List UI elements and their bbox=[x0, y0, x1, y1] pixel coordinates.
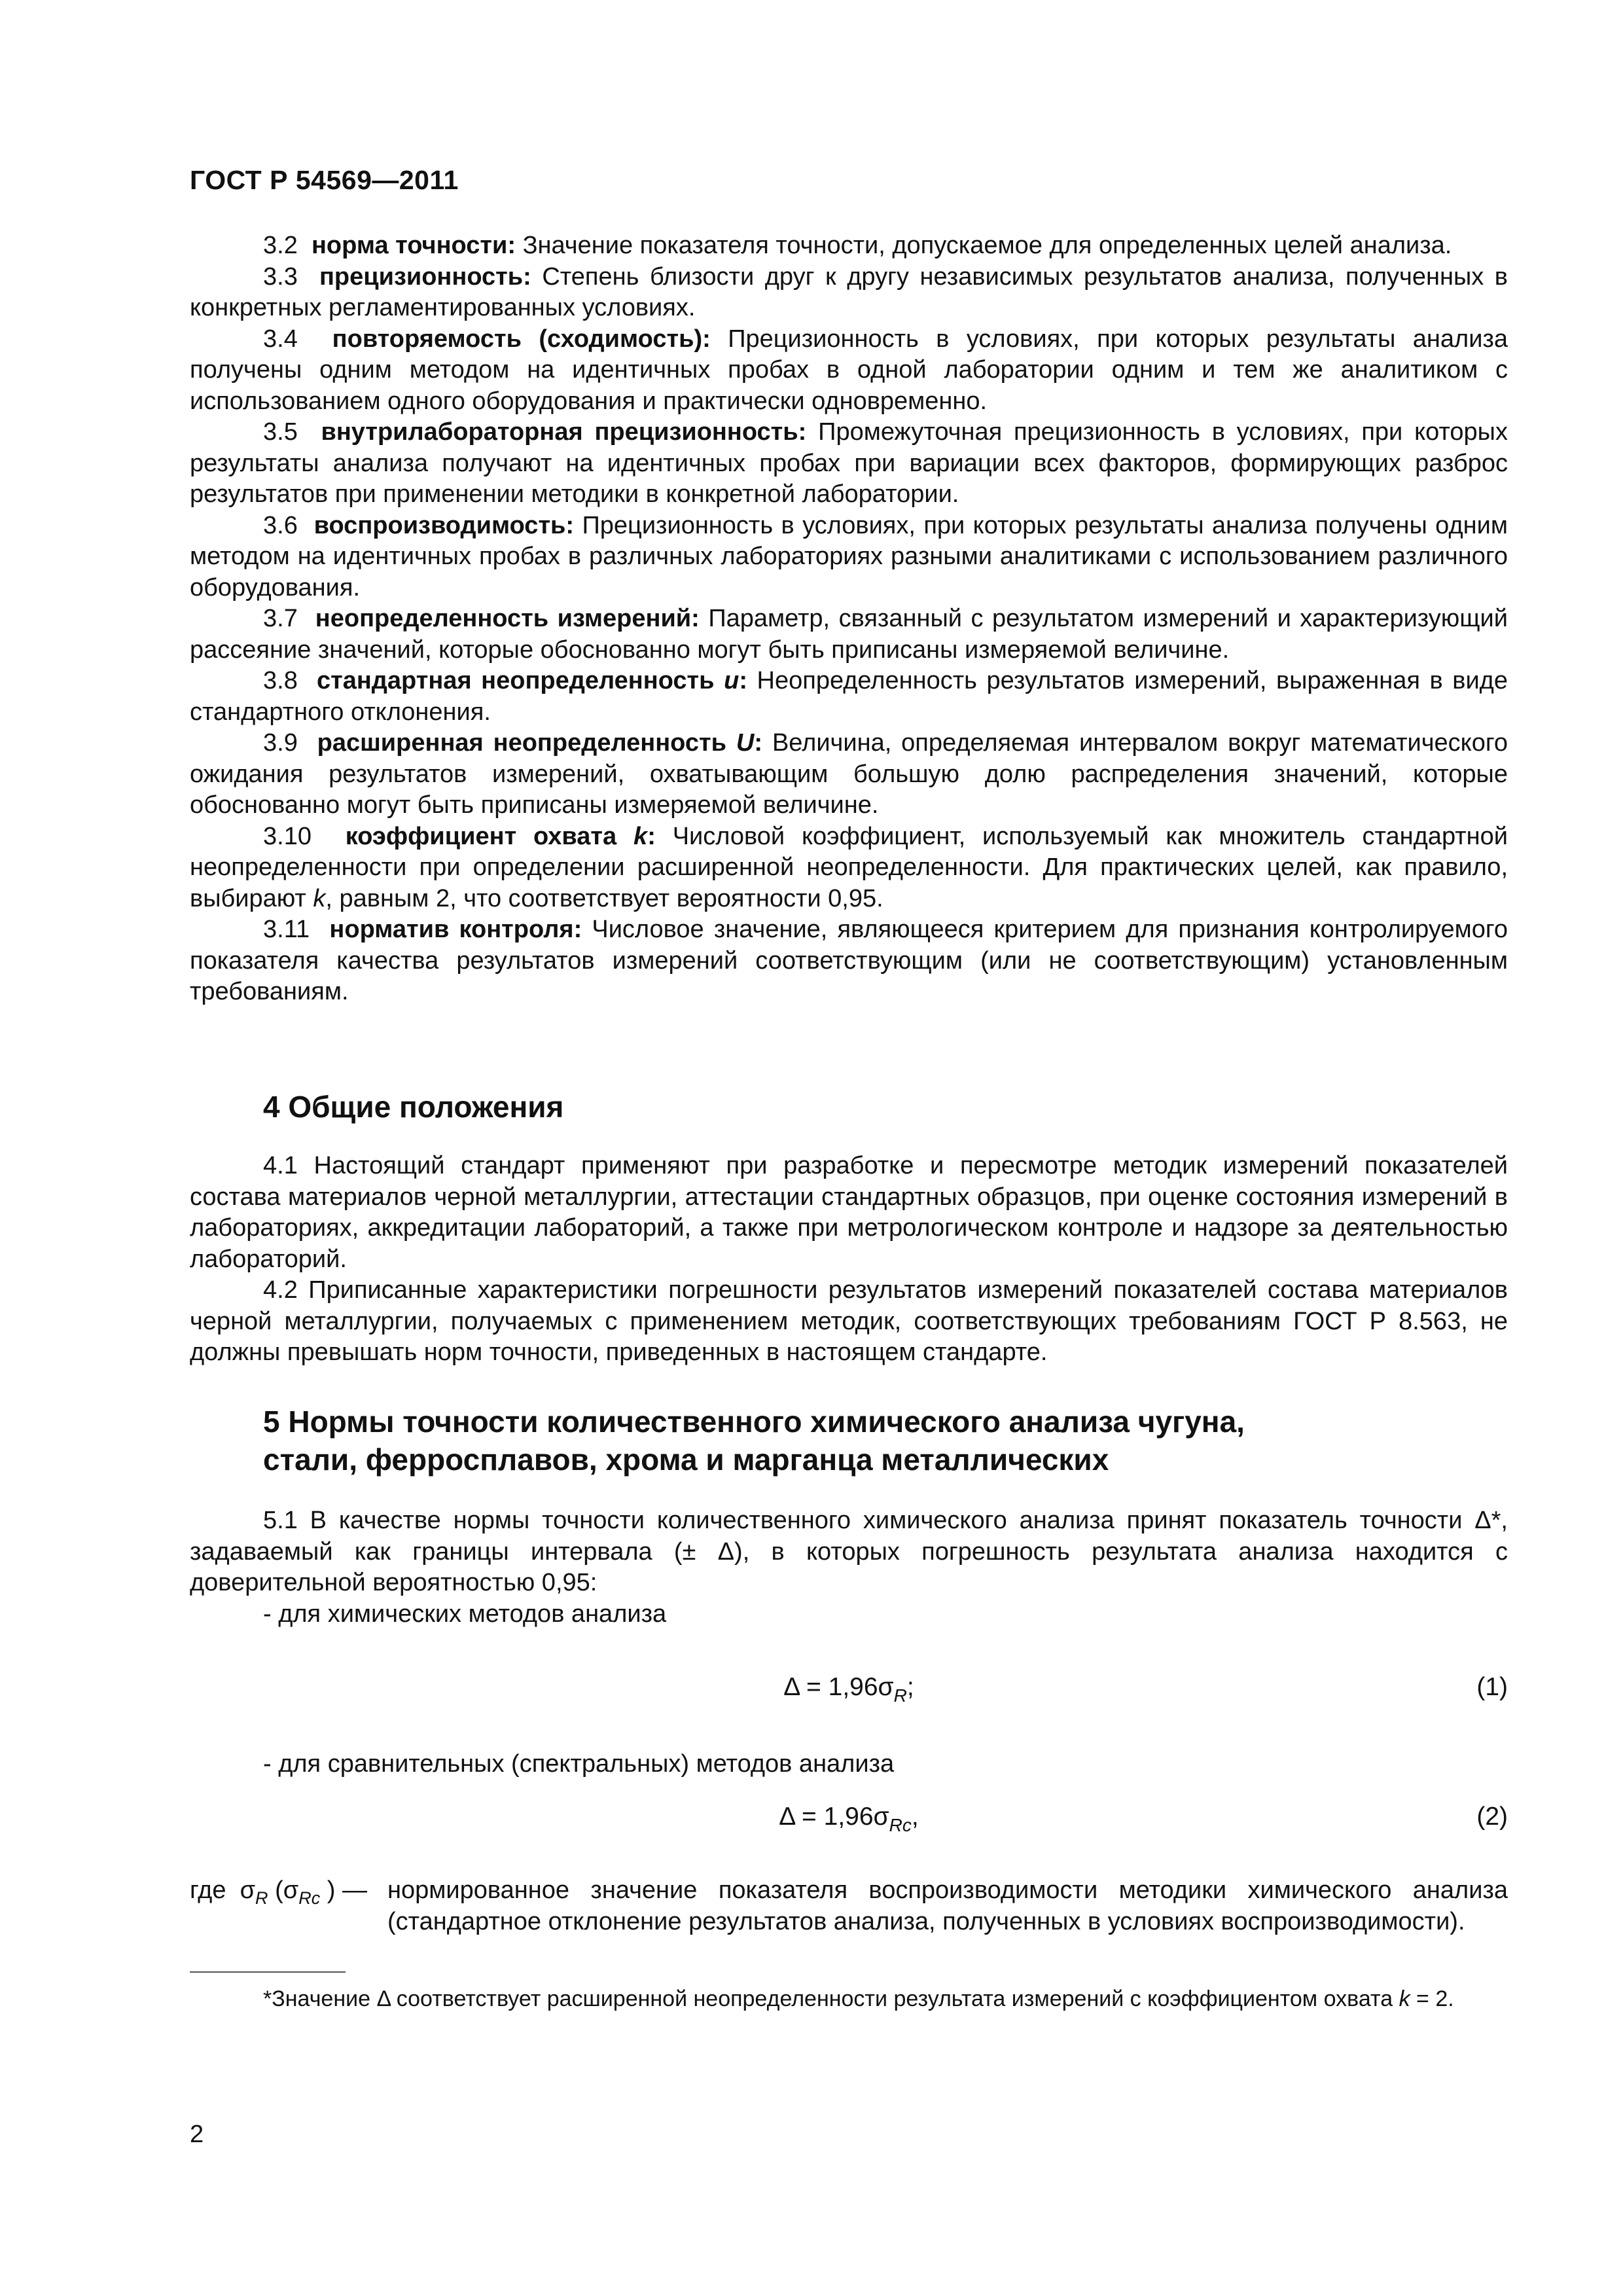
definition-term: стандартная неопределенность u: bbox=[316, 667, 747, 694]
definition-3-5: 3.5 внутрилабораторная прецизионность: Промежуточная прецизионность в условиях, при которых результаты анализа получают на идентичных пробах при вариации всех факторов, формирующих разброс результатов при применении методики в конкретной лаборатории. bbox=[190, 418, 1508, 508]
definition-term: повторяемость (сходимость): bbox=[332, 325, 711, 353]
equation-1-expression: $\Delta = 1,96\sigma_R$; bbox=[783, 1673, 914, 1706]
list-item-chemical-methods: - для химических методов анализа bbox=[263, 1600, 667, 1628]
definition-term: норма точности: bbox=[311, 232, 516, 259]
where-symbols: где $\sigma_R$ ($\sigma_{Rc}$ ) — bbox=[190, 1876, 367, 1908]
section-5-title: 5 Нормы точности количественного химического анализа чугуна, стали, ферросплавов, хрома и марганца металлических bbox=[263, 1405, 1245, 1477]
equation-2-number: (2) bbox=[1476, 1803, 1508, 1831]
definition-3-8: 3.8 стандартная неопределенность u: Неопределенность результатов измерений, выраженная в виде стандартного отклонения. bbox=[190, 667, 1508, 726]
section-4-body bbox=[190, 1151, 1508, 1369]
section-5-body bbox=[190, 1505, 1508, 1630]
equation-2 bbox=[190, 1803, 1508, 1842]
definition-term: коэффициент охвата k: bbox=[345, 822, 656, 850]
section-4-title: 4 Общие положения bbox=[263, 1090, 564, 1124]
paragraph-5-1: 5.1 В качестве нормы точности количественного химического анализа принят показатель точности Δ*, задаваемый как границы интервала (± Δ), в которых погрешность результата анализа находится с доверительной вероятностью 0,95: bbox=[190, 1507, 1508, 1596]
list-item-spectral-methods: - для сравнительных (спектральных) методов анализа bbox=[263, 1750, 895, 1778]
definition-3-11: 3.11 норматив контроля: Числовое значение, являющееся критерием для признания контролируемого показателя качества результатов измерений соответствующим (или не соответствующим) установленным требованиям. bbox=[190, 916, 1508, 1005]
standard-header: ГОСТ Р 54569—2011 bbox=[190, 165, 459, 195]
definition-term: норматив контроля: bbox=[329, 916, 582, 943]
definition-3-6: 3.6 воспроизводимость: Прецизионность в условиях, при которых результаты анализа получены одним методом на идентичных пробах в различных лабораториях разными аналитиками с использованием различного оборудования. bbox=[190, 511, 1508, 601]
paragraph-4-2: 4.2 Приписанные характеристики погрешности результатов измерений показателей состава материалов черной металлургии, получаемых с применением методик, соответствующих требованиям ГОСТ Р 8.563, не должны превышать норм точности, приведенных в настоящем стандарте. bbox=[190, 1276, 1508, 1366]
definition-term: прецизионность: bbox=[319, 262, 531, 291]
equation-1-number: (1) bbox=[1476, 1673, 1508, 1701]
definition-3-4: 3.4 повторяемость (сходимость): Прецизионность в условиях, при которых результаты анализа получены одним методом на идентичных пробах в одной лаборатории одним и тем же аналитиком с использованием одного оборудования и практически одновременно. bbox=[190, 325, 1508, 415]
definition-term: воспроизводимость: bbox=[313, 511, 575, 539]
footnote: *Значение Δ соответствует расширенной неопределенности результата измерений с коэффициентом охвата k = 2. bbox=[263, 1986, 1454, 2011]
list-item-spectral-methods-block bbox=[190, 1749, 1508, 1780]
footnote-separator bbox=[190, 1971, 346, 1973]
definition-term: расширенная неопределенность U: bbox=[317, 729, 763, 757]
definition-3-7: 3.7 неопределенность измерений: Параметр, связанный с результатом измерений и характеризующий рассеяние значений, которые обоснованно могут быть приписаны измеряемой величине. bbox=[190, 605, 1508, 664]
equation-2-expression: $\Delta = 1,96\sigma_{Rc}$, bbox=[779, 1803, 919, 1835]
definition-3-2: 3.2 норма точности: Значение показателя точности, допускаемое для определенных целей анализа. bbox=[263, 232, 1452, 259]
definitions-block bbox=[190, 230, 1508, 1008]
equation-1 bbox=[190, 1673, 1508, 1712]
definition-3-9: 3.9 расширенная неопределенность U: Величина, определяемая интервалом вокруг математического ожидания результатов измерений, охватывающим большую долю распределения значений, которые обоснованно могут быть приписаны измеряемой величине. bbox=[190, 729, 1508, 819]
where-definition: нормированное значение показателя воспроизводимости методики химического анализа (стандартное отклонение результатов анализа, полученных в условиях воспроизводимости). bbox=[387, 1876, 1508, 1935]
definition-term: неопределенность измерений: bbox=[315, 605, 700, 632]
definition-term: внутрилабораторная прецизионность: bbox=[321, 418, 807, 446]
definition-3-3: 3.3 прецизионность: Степень близости друг к другу независимых результатов анализа, полученных в конкретных регламентированных условиях. bbox=[190, 262, 1508, 321]
page-number: 2 bbox=[190, 2121, 204, 2148]
paragraph-4-1: 4.1 Настоящий стандарт применяют при разработке и пересмотре методик измерений показателей состава материалов черной металлургии, аттестации стандартных образцов, при оценке состояния измерений в лабораториях, аккредитации лабораторий, а также при метрологическом контроле и надзоре за деятельностью лабораторий. bbox=[190, 1152, 1508, 1273]
definition-3-10: 3.10 коэффициент охвата k: Числовой коэффициент, используемый как множитель стандартной неопределенности при определении расширенной неопределенности. Для практических целей, как правило, выбирают k, равным 2, что соответствует вероятности 0,95. bbox=[190, 822, 1508, 912]
